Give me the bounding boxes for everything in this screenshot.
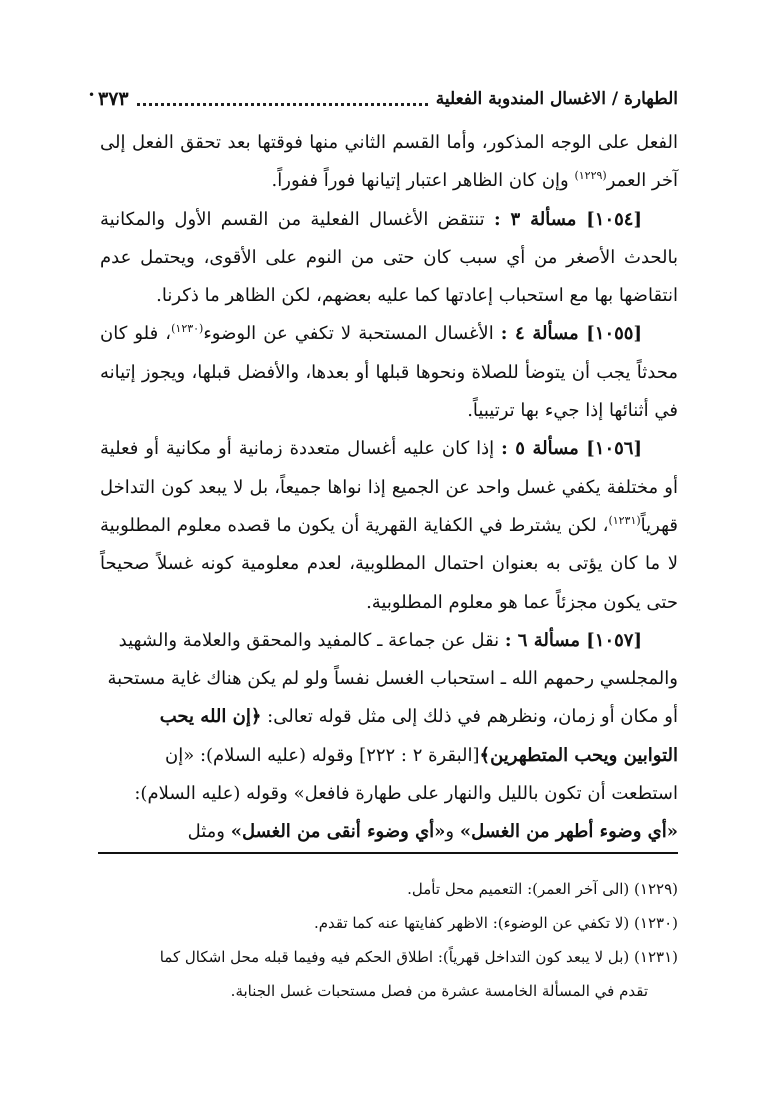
paragraph-text: وإن كان الظاهر اعتبار إتيانها فوراً ففوراً. [271,170,575,192]
paragraph-text: تنتقض الأغسال الفعلية من القسم الأول والمكانية بالحدث الأصغر من أي سبب كان حتى من النوم على الأقوى، ويحتمل عدم انتقاضها بها مع استحباب إعادتها كما عليه بعضهم، لكن الظاهر ما ذكرنا. [100,208,678,307]
issue-label: [١٠٥٥] مسألة ٤ : [500,323,642,345]
footnote-ref[interactable]: (١٢٣٠) [171,322,204,336]
paragraph-text: ، فلو كان محدثاً يجب أن يتوضأ للصلاة ونحوها قبلها أو بعدها، والأفضل قبلها، ويجوز إتيانه في أثنائها إذا جيء بها ترتيبياً. [100,323,678,422]
footnotes [100,872,678,1008]
running-header [88,84,678,114]
page-number: ٣٧٣ [98,88,129,110]
main-text [100,124,678,852]
issue-1054 [100,201,678,316]
paragraph-text: [البقرة ٢ : ٢٢٢] وقوله (عليه السلام): «إن استطعت أن تكون بالليل والنهار على طهارة فافعل» وقوله (عليه السلام): [134,744,678,805]
header-title: الطهارة / الاغسال المندوبة الفعلية [435,89,678,109]
footnote-1229: (١٢٢٩) (الى آخر العمر): التعميم محل تأمل. [407,880,678,898]
header-dot-leader [137,103,428,106]
paragraph-text: الفعل على الوجه المذكور، وأما القسم الثاني منها فوقتها بعد تحقق الفعل إلى آخر العمر [100,132,678,192]
issue-label: [١٠٥٦] مسألة ٥ : [501,438,642,460]
footnote-1231-continuation: تقدم في المسألة الخامسة عشرة من فصل مستحبات غسل الجنابة. [230,982,648,1000]
paragraph-text: و [445,821,460,843]
hadith-quote: «أي وضوء أطهر من الغسل» [459,821,678,843]
paragraph-text: إذا كان عليه أغسال متعددة زمانية أو مكانية أو فعلية أو مختلفة يكفي غسل واحد عن الجميع إذا نواها جميعاً، بل لا يبعد كون التداخل قهرياً [100,438,678,536]
paragraph-text: ، لكن يشترط في الكفاية القهرية أن يكون ما قصده معلوم المطلوبية لا ما كان يؤتى به بعنوان احتمال المطلوبية، لعدم معلومية كونه غسلاً صحيحاً حتى يكون مجزئاً عما هو معلوم المطلوبية. [100,514,678,613]
paragraph-text: الأغسال المستحبة لا تكفي عن الوضوء [203,323,501,345]
paragraph-continuation [100,124,678,201]
issue-1056 [100,430,678,621]
hadith-quote: «أي وضوء أنقى من الغسل» [230,821,446,843]
footnote-1231: (١٢٣١) (بل لا يبعد كون التداخل قهرياً): اطلاق الحكم فيه وفيما قبله محل اشكال كما [159,948,678,966]
footnote-separator [98,852,678,854]
footnote-1230: (١٢٣٠) (لا تكفي عن الوضوء): الاظهر كفايتها عنه كما تقدم. [313,914,678,932]
footnote-ref[interactable]: (١٢٣١) [608,513,641,527]
issue-1055 [100,315,678,430]
quran-quote: ﴿إن الله يحب التوابين ويحب المتطهرين﴾ [159,706,678,766]
paragraph-text: نقل عن جماعة ـ كالمفيد والمحقق والعلامة والشهيد والمجلسي رحمهم الله ـ استحباب الغسل نفساً ولو لم يكن هناك غاية مستحبة أو مكان أو زمان، ونظرهم في ذلك إلى مثل قوله تعالى: [107,629,678,728]
issue-label: [١٠٥٤] مسألة ٣ : [494,208,642,230]
issue-1057 [100,622,678,852]
issue-label: [١٠٥٧] مسألة ٦ : [504,629,642,651]
footnote-ref[interactable]: (١٢٢٩) [574,169,607,183]
paragraph-text: ومثل [187,821,231,843]
header-mark: • [88,88,96,102]
